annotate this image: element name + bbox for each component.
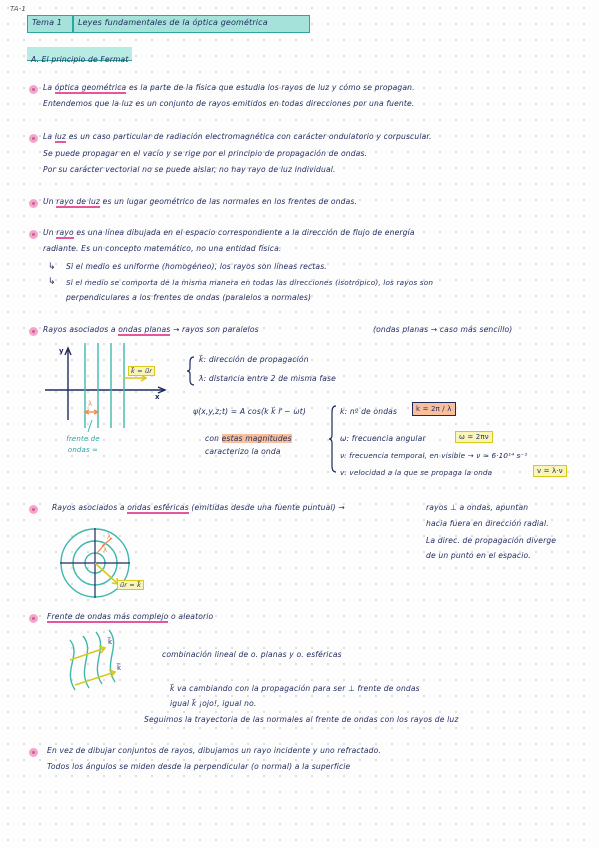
k-label-b: k⃗ — [117, 664, 122, 672]
page-code: TA-1 — [10, 5, 27, 13]
topic-title: Leyes fundamentales de la óptica geométrica — [78, 18, 268, 27]
arrow-hook-icon: ↳ — [48, 262, 56, 272]
p6-line4: La direc. de propagación diverge — [426, 536, 557, 545]
p4-line2: radiante. Es un concepto matemático, no una entidad física. — [43, 244, 282, 253]
p1-line2: Entendemos que la luz es un conjunto de rayos emitidos en todas direcciones por una fuente. — [43, 99, 415, 108]
lambda-def: λ: distancia entre 2 de misma fase — [199, 374, 336, 383]
k-formula-box: k = 2π / λ — [412, 402, 456, 416]
v-def: v: velocidad a la que se propaga la onda — [340, 468, 493, 477]
p7-line1: Frente de ondas más complejo o aleatorio — [47, 612, 214, 621]
p8-line2: Todos los ángulos se miden desde la perpendicular (o normal) a la superficie — [47, 762, 351, 771]
p6-line5: de un punto en el espacio. — [426, 551, 531, 560]
p7-line5: Seguimos la trayectoria de las normales al frente de ondas con los rayos de luz — [144, 715, 459, 724]
k-ur-label: k⃗ = u⃗r — [128, 366, 155, 376]
term-rayo-luz: rayo de luz — [56, 197, 101, 206]
nu-def: ν: frecuencia temporal, en visible → ν ≈ 6·10¹⁴ s⁻¹ — [340, 451, 528, 460]
term-frente-complejo: Frente de ondas más complejo — [47, 612, 169, 621]
term-ondas-planas: ondas planas — [118, 325, 171, 334]
ur-k-label: u⃗r = k⃗ — [117, 580, 144, 590]
w-def: ω: frecuencia angular — [340, 434, 426, 443]
x-axis-label: x — [155, 393, 160, 401]
p6-line1: Rayos asociados a ondas esféricas (emitidas desde una fuente puntual) → — [52, 503, 345, 512]
k-def: k: nº de ondas — [340, 407, 398, 416]
p7-line4: igual k⃗ ¡ojo!, igual no. — [170, 699, 257, 708]
term-optica: óptica geométrica — [54, 83, 127, 92]
highlight-magnitudes: estas magnitudes — [221, 434, 292, 443]
magnitudes-line2: caracterizo la onda — [205, 447, 281, 456]
p4-line5: perpendiculares a los frentes de ondas (paralelos a normales) — [66, 293, 312, 302]
p3-line1: Un rayo de luz es un lugar geométrico de las normales en los frentes de ondas. — [43, 197, 358, 206]
p5-note: (ondas planas → caso más sencillo) — [373, 325, 513, 334]
p6-line2: rayos ⊥ a ondas, apuntan — [426, 503, 529, 512]
p5-line1: Rayos asociados a ondas planas → rayos son paralelos — [43, 325, 259, 334]
lambda-label-2: λ — [107, 533, 112, 541]
term-luz: luz — [54, 132, 67, 141]
lambda-label-1: λ — [103, 546, 108, 554]
bullet-8 — [29, 748, 38, 757]
p7-line3: k⃗ va cambiando con la propagación para ser ⊥ frente de ondas — [170, 684, 420, 693]
w-formula-box: ω = 2πν — [455, 431, 493, 443]
p6-line3: hacia fuera en dirección radial. — [426, 519, 549, 528]
p2-line2: Se puede propagar en el vacío y se rige por el principio de propagación de ondas. — [43, 149, 368, 158]
k-arrows — [70, 646, 115, 685]
p2-line3: Por su carácter vectorial no se puede aislar, no hay rayo de luz individual. — [43, 165, 336, 174]
wavefront-label: frente de ondas ∞ — [66, 435, 100, 454]
p1-line1: La óptica geométrica es la parte de la física que estudia los rayos de luz y cómo se propagan. — [43, 83, 415, 92]
y-axis-label: y — [59, 347, 64, 355]
wave-equation: ψ(x,y,z;t) = A cos(k k⃗ r⃗ − ωt) — [193, 407, 306, 416]
topic-number: Tema 1 — [32, 18, 63, 27]
p8-line1: En vez de dibujar conjuntos de rayos, dibujamos un rayo incidente y uno refractado. — [47, 746, 381, 755]
k-direction-def: k⃗: dirección de propagación — [199, 355, 309, 364]
p2-line1: La luz es un caso particular de radiación electromagnética con carácter ondulatorio y corpuscular. — [43, 132, 432, 141]
p7-line2: combinación lineal de o. planas y o. esféricas — [162, 650, 342, 659]
lambda-small-label: λ — [88, 400, 93, 408]
p4-line1: Un rayo es una línea dibujada en el espacio correspondiente a la dirección de flujo de energía — [43, 228, 415, 237]
section-heading-text: A. El principio de Fermat — [31, 55, 129, 64]
term-rayo: rayo — [56, 228, 74, 237]
v-formula-box: v = λ·ν — [533, 465, 567, 477]
k-label-a: k⃗ — [108, 638, 113, 646]
magnitudes-line1: con estas magnitudes — [205, 434, 292, 443]
p4-line3: Si el medio es uniforme (homogéneo), los rayos son líneas rectas. — [66, 262, 327, 271]
arrow-hook-icon: ↳ — [48, 277, 56, 287]
term-ondas-esfericas: ondas esféricas — [127, 503, 189, 512]
p4-line4: Si el medio se comporta de la misma manera en todas las direcciones (isotrópico), los rayos son — [66, 278, 434, 287]
